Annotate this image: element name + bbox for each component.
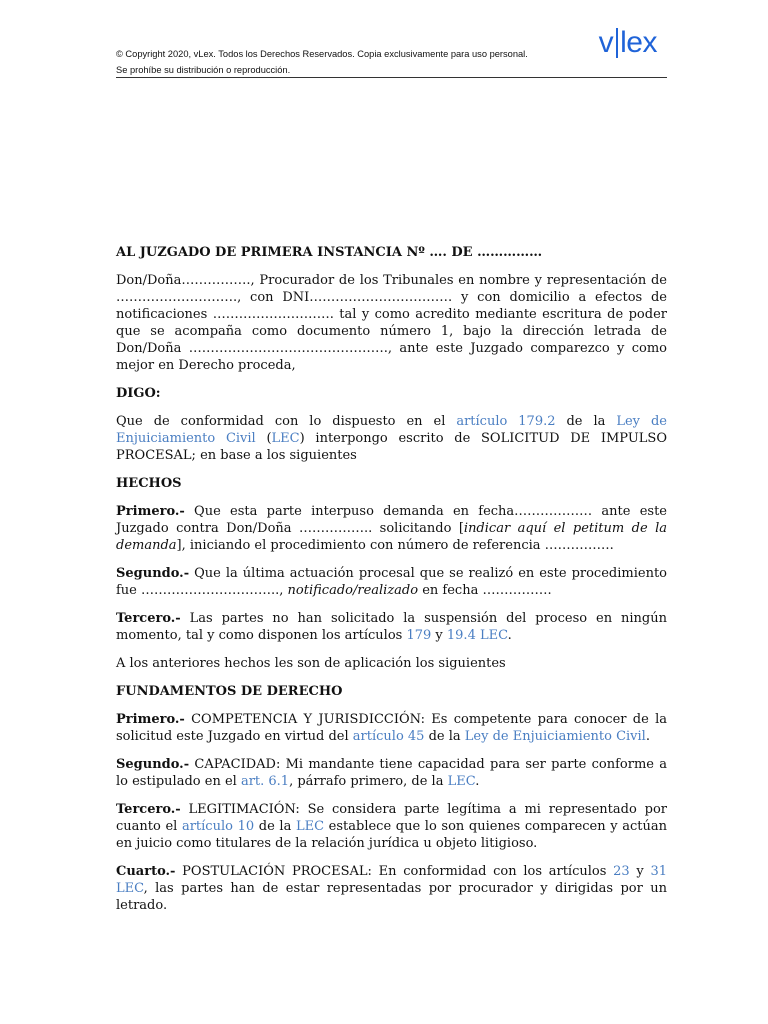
fundamento-label: Cuarto.- xyxy=(116,864,176,879)
link-articulo-45[interactable]: artículo 45 xyxy=(352,729,425,744)
aplicacion-paragraph: A los anteriores hechos les son de aplicación los siguientes xyxy=(116,656,506,671)
text: ], iniciando el procedimiento con número de referencia ……………. xyxy=(176,538,614,553)
vlex-logo[interactable] xyxy=(599,26,657,60)
link-lec[interactable]: LEC xyxy=(295,819,325,834)
logo-lex: lex xyxy=(620,26,657,59)
text: ) interpongo escrito de SOLICITUD DE IMPULSO PROCESAL; en base a los siguientes xyxy=(116,431,667,463)
digo-heading: DIGO: xyxy=(116,386,161,401)
document-title: AL JUZGADO DE PRIMERA INSTANCIA Nº …. DE …………… xyxy=(116,245,543,260)
link-art-6-1[interactable]: art. 6.1 xyxy=(240,774,290,789)
link-31-lec[interactable]: 31 LEC xyxy=(116,864,668,896)
text: y xyxy=(629,864,651,879)
hecho-label: Segundo.- xyxy=(116,566,190,581)
link-ley-enjuiciamiento-civil[interactable]: Ley de Enjuiciamiento Civil xyxy=(116,414,667,446)
link-articulo-179[interactable]: 179 xyxy=(406,628,432,643)
fundamento-tercero xyxy=(116,801,667,852)
link-lec[interactable]: LEC xyxy=(447,774,476,789)
link-articulo-23[interactable]: 23 xyxy=(613,864,630,879)
fundamento-label: Primero.- xyxy=(116,712,185,727)
digo-paragraph xyxy=(116,413,667,464)
text: , párrafo primero, de la xyxy=(289,774,448,789)
copyright-line-1: © Copyright 2020, vLex. Todos los Derechos Reservados. Copia exclusivamente para uso personal. xyxy=(116,49,528,59)
logo-divider xyxy=(616,28,618,58)
text: de la xyxy=(555,414,617,429)
fundamento-label: Tercero.- xyxy=(116,802,181,817)
copyright-line-2: Se prohíbe su distribución o reproducción. xyxy=(116,65,291,75)
hecho-tercero xyxy=(116,610,667,644)
text: LEGITIMACIÓN: Se considera parte legítima a mi representado por cuanto el xyxy=(116,802,667,834)
page-header xyxy=(116,26,667,78)
text: Que de conformidad con lo dispuesto en el xyxy=(116,414,457,429)
text: establece que lo son quienes comparecen y actúan en juicio como titulares de la relación jurídica u objeto litigioso. xyxy=(116,819,667,851)
text: Que la última actuación procesal que se realizó en este procedimiento fue ………………………….., xyxy=(116,566,667,598)
link-articulo-10[interactable]: artículo 10 xyxy=(181,819,255,834)
copyright-notice xyxy=(116,46,528,78)
link-articulo-179-2[interactable]: artículo 179.2 xyxy=(456,414,556,429)
hecho-label: Primero.- xyxy=(116,504,185,519)
text: en fecha ……………. xyxy=(418,583,552,598)
text: CAPACIDAD: Mi mandante tiene capacidad para ser parte conforme a lo estipulado en el xyxy=(116,757,667,789)
text: . xyxy=(507,628,512,643)
text: de la xyxy=(424,729,465,744)
fundamento-label: Segundo.- xyxy=(116,757,190,772)
link-19-4-lec[interactable]: 19.4 LEC xyxy=(446,628,508,643)
text: , las partes han de estar representadas por procurador y dirigidas por un letrado. xyxy=(116,881,667,913)
text: Que esta parte interpuso demanda en fecha……………… ante este Juzgado contra Don/Doña …………….. solicitando [ xyxy=(116,504,667,536)
placeholder-text: indicar aquí el petitum de la demanda xyxy=(116,521,667,553)
fundamento-primero xyxy=(116,711,667,745)
placeholder-text: notificado/realizado xyxy=(287,583,419,598)
fundamentos-heading: FUNDAMENTOS DE DERECHO xyxy=(116,684,343,699)
logo-v: v xyxy=(598,26,614,59)
text: . xyxy=(475,774,480,789)
text: . xyxy=(645,729,650,744)
document-body xyxy=(116,244,667,925)
hecho-segundo xyxy=(116,565,667,599)
link-ley-enjuiciamiento-civil[interactable]: Ley de Enjuiciamiento Civil xyxy=(464,729,646,744)
text: y xyxy=(431,628,447,643)
fundamento-segundo xyxy=(116,756,667,790)
hecho-label: Tercero.- xyxy=(116,611,181,626)
intro-paragraph: Don/Doña……………., Procurador de los Tribunales en nombre y representación de ………………………., con DNI…………………………… y con domicilio a efectos de notificaciones ………………………. tal y como acredito mediante escritura de poder que se acompaña como documento número 1, bajo la dirección letrada de Don/Doña ………………………………………., ante este Juzgado comparezco y como mejor en Derecho proceda, xyxy=(116,273,667,373)
text: de la xyxy=(254,819,296,834)
hecho-primero xyxy=(116,503,667,554)
fundamento-cuarto xyxy=(116,863,667,914)
link-lec[interactable]: LEC xyxy=(271,431,300,446)
hechos-heading: HECHOS xyxy=(116,476,182,491)
text: COMPETENCIA Y JURISDICCIÓN: Es competente para conocer de la solicitud este Juzgado en virtud del xyxy=(116,712,667,744)
text: ( xyxy=(255,431,272,446)
text: POSTULACIÓN PROCESAL: En conformidad con los artículos xyxy=(175,864,614,879)
text: Las partes no han solicitado la suspensión del proceso en ningún momento, tal y como disponen los artículos xyxy=(116,611,667,643)
